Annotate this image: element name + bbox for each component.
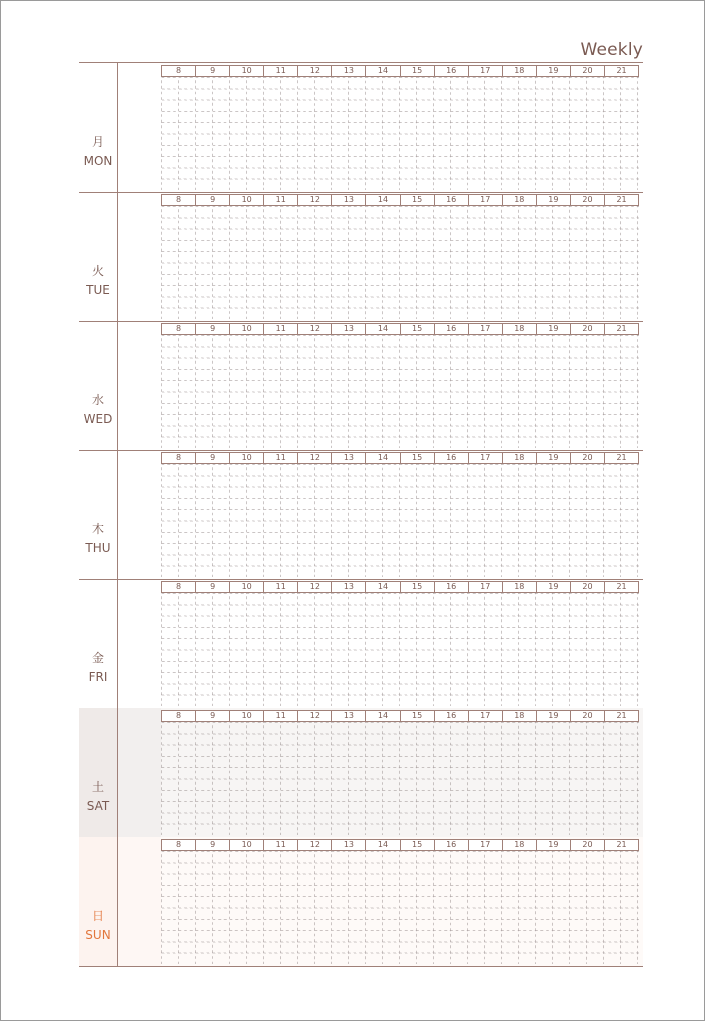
hour-label: 14: [366, 711, 400, 721]
day-kanji: 土: [91, 780, 104, 794]
hour-label: 10: [230, 582, 264, 592]
hour-header-row: [161, 65, 639, 77]
day-notes-area[interactable]: [118, 450, 161, 579]
hour-label: 11: [264, 324, 298, 334]
hour-label: 13: [332, 195, 366, 205]
hour-label: 15: [401, 582, 435, 592]
day-notes-area[interactable]: [118, 579, 161, 708]
hour-label: 11: [264, 195, 298, 205]
hour-label: 17: [469, 840, 503, 850]
hour-header-row: [161, 581, 639, 593]
hour-label: 8: [162, 324, 196, 334]
hour-header-row: [161, 839, 639, 851]
hour-label: 12: [298, 453, 332, 463]
day-kanji: 月: [91, 135, 104, 149]
hour-label: 11: [264, 711, 298, 721]
hour-label: 19: [537, 840, 571, 850]
day-row-sun: [79, 837, 643, 967]
hour-label: 8: [162, 66, 196, 76]
day-english: FRI: [88, 670, 108, 684]
day-notes-area[interactable]: [118, 192, 161, 321]
day-label-column: [79, 192, 118, 321]
hour-label: 14: [366, 324, 400, 334]
hour-label: 21: [616, 582, 627, 591]
hour-label: 16: [435, 840, 469, 850]
hour-label: 9: [196, 195, 230, 205]
schedule-grid[interactable]: [161, 335, 639, 448]
schedule-grid[interactable]: [161, 206, 639, 319]
day-kanji: 金: [91, 651, 104, 665]
hour-label: 16: [435, 195, 469, 205]
hour-label: 18: [503, 195, 537, 205]
hour-label: 9: [196, 840, 230, 850]
day-kanji: 火: [91, 264, 104, 278]
hour-label: 11: [264, 453, 298, 463]
schedule-grid[interactable]: [161, 593, 639, 706]
day-label-column: [79, 837, 118, 966]
hour-label: 21: [616, 324, 627, 333]
hour-label: 9: [196, 711, 230, 721]
hour-label: 20: [571, 195, 605, 205]
hour-label: 10: [230, 324, 264, 334]
hour-label: 11: [264, 840, 298, 850]
hour-label: 8: [162, 582, 196, 592]
hour-label: 16: [435, 582, 469, 592]
day-english: SAT: [86, 799, 110, 813]
hour-label: 15: [401, 66, 435, 76]
day-notes-area[interactable]: [118, 63, 161, 192]
hour-label: 12: [298, 195, 332, 205]
hour-label: 14: [366, 195, 400, 205]
hour-label: 18: [503, 711, 537, 721]
hour-label: 12: [298, 582, 332, 592]
hour-label: 9: [196, 66, 230, 76]
hour-label: 13: [332, 324, 366, 334]
hour-label: 15: [401, 453, 435, 463]
hour-label: 12: [298, 66, 332, 76]
day-kanji: 木: [91, 522, 104, 536]
hour-label: 21: [616, 453, 627, 462]
day-label-column: [79, 450, 118, 579]
hour-label: 16: [435, 324, 469, 334]
hour-label: 10: [230, 453, 264, 463]
day-label-column: [79, 579, 118, 708]
hour-label: 14: [366, 66, 400, 76]
day-row-thu: [79, 450, 643, 580]
day-english: THU: [85, 541, 111, 555]
schedule-grid[interactable]: [161, 851, 639, 964]
hour-label: 14: [366, 453, 400, 463]
hour-label: 12: [298, 711, 332, 721]
hour-label: 19: [537, 66, 571, 76]
hour-label: 14: [366, 840, 400, 850]
hour-label: 16: [435, 711, 469, 721]
hour-label: 16: [435, 66, 469, 76]
hour-label: 17: [469, 324, 503, 334]
day-notes-area[interactable]: [118, 837, 161, 966]
hour-label: 8: [162, 840, 196, 850]
hour-label: 12: [298, 840, 332, 850]
hour-label: 10: [230, 66, 264, 76]
hour-label: 19: [537, 324, 571, 334]
day-row-tue: [79, 192, 643, 322]
hour-label: 21: [616, 195, 627, 204]
hour-label: 11: [264, 582, 298, 592]
hour-label: 17: [469, 582, 503, 592]
schedule-grid[interactable]: [161, 722, 639, 835]
hour-label: 10: [230, 195, 264, 205]
hour-label: 18: [503, 582, 537, 592]
hour-label: 10: [230, 840, 264, 850]
day-english: TUE: [86, 283, 110, 297]
hour-label: 16: [435, 453, 469, 463]
hour-label: 13: [332, 582, 366, 592]
hour-label: 18: [503, 66, 537, 76]
hour-label: 17: [469, 195, 503, 205]
day-row-sat: [79, 708, 643, 838]
hour-label: 19: [537, 711, 571, 721]
hour-label: 18: [503, 324, 537, 334]
hour-label: 14: [366, 582, 400, 592]
day-label-column: [79, 63, 118, 192]
hour-label: 19: [537, 453, 571, 463]
day-english: WED: [83, 412, 113, 426]
hour-label: 19: [537, 582, 571, 592]
hour-label: 20: [571, 840, 605, 850]
hour-label: 21: [616, 66, 627, 75]
hour-header-row: [161, 323, 639, 335]
hour-label: 20: [571, 453, 605, 463]
hour-label: 15: [401, 711, 435, 721]
hour-label: 9: [196, 453, 230, 463]
day-row-fri: [79, 579, 643, 709]
hour-label: 13: [332, 453, 366, 463]
hour-label: 20: [571, 66, 605, 76]
hour-label: 15: [401, 195, 435, 205]
hour-label: 21: [616, 711, 627, 720]
hour-label: 13: [332, 66, 366, 76]
hour-label: 20: [571, 582, 605, 592]
page-title: Weekly: [580, 40, 643, 60]
hour-label: 13: [332, 711, 366, 721]
hour-label: 17: [469, 711, 503, 721]
hour-label: 20: [571, 711, 605, 721]
day-row-mon: [79, 63, 643, 193]
day-row-wed: [79, 321, 643, 451]
hour-label: 12: [298, 324, 332, 334]
hour-label: 17: [469, 66, 503, 76]
weekly-planner: [79, 62, 643, 966]
day-kanji: 水: [91, 393, 104, 407]
hour-label: 15: [401, 840, 435, 850]
hour-label: 10: [230, 711, 264, 721]
hour-label: 18: [503, 840, 537, 850]
day-english: SUN: [85, 928, 111, 942]
schedule-grid[interactable]: [161, 464, 639, 577]
hour-label: 15: [401, 324, 435, 334]
hour-label: 17: [469, 453, 503, 463]
schedule-grid[interactable]: [161, 77, 639, 190]
hour-label: 8: [162, 711, 196, 721]
day-kanji: 日: [91, 909, 104, 923]
hour-header-row: [161, 452, 639, 464]
hour-label: 19: [537, 195, 571, 205]
day-label-column: [79, 708, 118, 837]
day-label-column: [79, 321, 118, 450]
hour-label: 21: [616, 840, 627, 849]
day-notes-area[interactable]: [118, 321, 161, 450]
hour-header-row: [161, 710, 639, 722]
hour-label: 8: [162, 453, 196, 463]
day-notes-area[interactable]: [118, 708, 161, 837]
day-english: MON: [83, 154, 113, 168]
hour-label: 9: [196, 324, 230, 334]
hour-label: 9: [196, 582, 230, 592]
hour-label: 13: [332, 840, 366, 850]
hour-label: 20: [571, 324, 605, 334]
hour-header-row: [161, 194, 639, 206]
hour-label: 11: [264, 66, 298, 76]
hour-label: 18: [503, 453, 537, 463]
hour-label: 8: [162, 195, 196, 205]
